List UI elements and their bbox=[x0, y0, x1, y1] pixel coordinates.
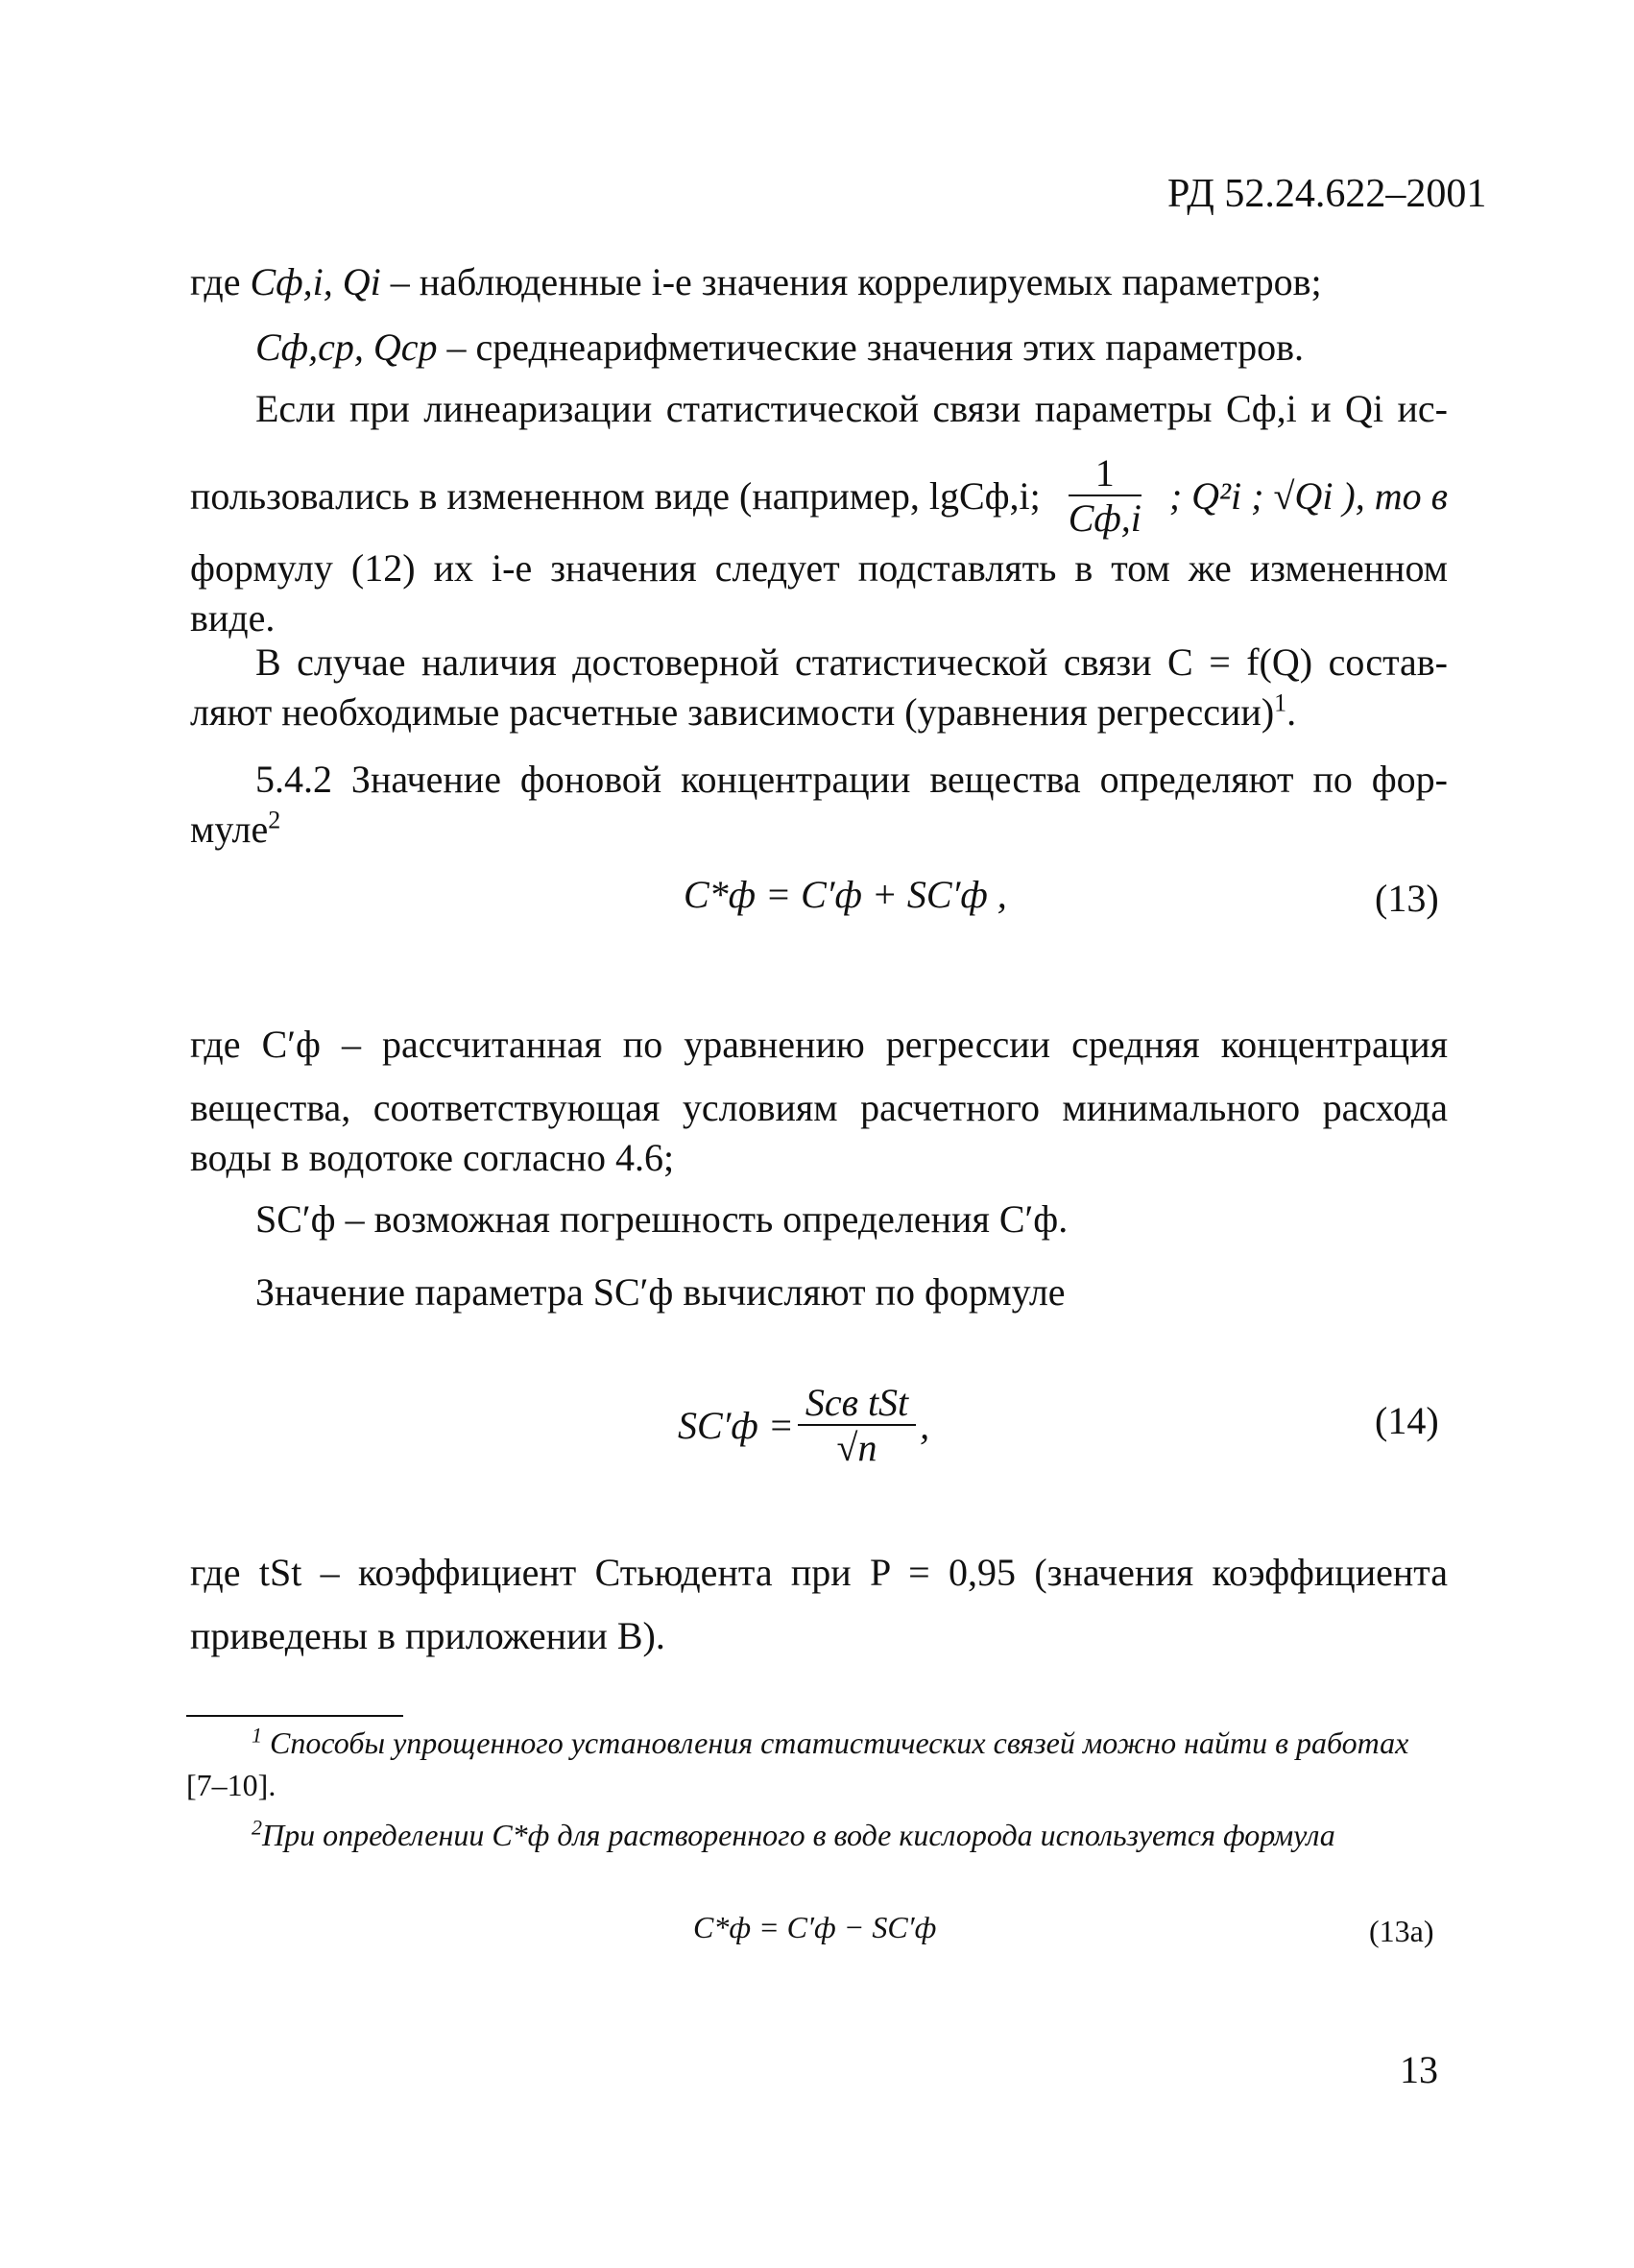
para4-line3: воды в водотоке согласно 4.6; bbox=[190, 1136, 675, 1179]
equation-13: C*ф = C′ф + SC′ф , bbox=[684, 873, 1007, 916]
para5: Значение параметра SC′ф вычисляют по формуле bbox=[255, 1270, 1066, 1314]
para6-line2: приведены в приложении В). bbox=[190, 1614, 665, 1657]
section-5-4-2-line2 bbox=[190, 805, 280, 855]
para1-vars: Cф,i, Qi bbox=[250, 260, 381, 303]
para2-line1: Если при линеаризации статистической связи параметры Cф,i и Qi ис- bbox=[255, 387, 1448, 430]
footnote-2-text: При определении C*ф для растворенного в воде кислорода используется формула bbox=[262, 1818, 1335, 1852]
equation-14-number: (14) bbox=[1375, 1399, 1439, 1442]
para6-line1: где tSt – коэффициент Стьюдента при P = 0,95 (значения коэффициента bbox=[190, 1551, 1448, 1594]
footnote-ref-2: 2 bbox=[268, 806, 281, 834]
footnote-1-line2: [7–10]. bbox=[186, 1768, 276, 1802]
doc-code-header: РД 52.24.622–2001 bbox=[1167, 172, 1487, 216]
footnote-1-mark: 1 bbox=[252, 1723, 262, 1748]
para1-text: – наблюденные i-е значения коррелируемых параметров; bbox=[380, 260, 1322, 303]
fraction-numerator: 1 bbox=[1069, 452, 1141, 496]
para3-line2-end: . bbox=[1286, 690, 1297, 734]
equation-13a-number: (13а) bbox=[1369, 1914, 1434, 1948]
equation-13a: C*ф = C′ф − SC′ф bbox=[693, 1910, 937, 1944]
fraction-1-over-c bbox=[1069, 452, 1141, 541]
section-5-4-2-line1: 5.4.2 Значение фоновой концентрации вещества определяют по фор- bbox=[255, 758, 1448, 801]
footnote-1-line1 bbox=[252, 1723, 1408, 1763]
para2-line2-text: пользовались в измененном виде (например, lgCф,i; bbox=[190, 474, 1041, 518]
para1-line1 bbox=[190, 257, 1322, 307]
equation-14-denominator: √n bbox=[836, 1426, 877, 1469]
para2-line4: виде. bbox=[190, 596, 276, 639]
para4-line2: вещества, соответствующая условиям расчетного минимального расхода bbox=[190, 1086, 1448, 1129]
para1-text2: – среднеарифметические значения этих параметров. bbox=[437, 326, 1305, 369]
footnote-separator bbox=[186, 1715, 403, 1717]
footnote-2-line bbox=[252, 1815, 1335, 1855]
equation-14-tail: , bbox=[920, 1404, 930, 1447]
para1-line2 bbox=[255, 323, 1304, 373]
equation-13-number: (13) bbox=[1375, 877, 1439, 920]
para2-line2-tail: ; Q²i ; √Qi ), то в bbox=[1168, 474, 1448, 518]
para3-line1: В случае наличия достоверной статистической связи C = f(Q) состав- bbox=[255, 640, 1448, 684]
para2-line2 bbox=[190, 444, 1448, 549]
equation-14-numerator: Sсв tSt bbox=[798, 1382, 916, 1426]
para1-vars2: Cф,ср, Qср bbox=[255, 326, 438, 369]
equation-14-fraction bbox=[798, 1382, 916, 1470]
para3-line2 bbox=[190, 688, 1296, 737]
para3-line2-text: ляют необходимые расчетные зависимости (уравнения регрессии) bbox=[190, 690, 1275, 734]
para1-prefix: где bbox=[190, 260, 251, 303]
equation-14-lhs: SC′ф = bbox=[678, 1404, 794, 1447]
para4-line4: SC′ф – возможная погрешность определения C′ф. bbox=[255, 1197, 1069, 1241]
footnote-ref-1: 1 bbox=[1274, 688, 1287, 717]
footnote-1-text: Способы упрощенного установления статистических связей можно найти в работах bbox=[262, 1725, 1409, 1760]
para4-line1: где C′ф – рассчитанная по уравнению регрессии средняя концентрация bbox=[190, 1023, 1448, 1066]
fraction-denominator: Cф,i bbox=[1068, 496, 1141, 540]
page-number: 13 bbox=[1400, 2048, 1438, 2091]
footnote-2-mark: 2 bbox=[252, 1815, 262, 1840]
section-line2-text: муле bbox=[190, 808, 269, 851]
equation-14 bbox=[678, 1373, 929, 1479]
para2-line3: формулу (12) их i-е значения следует подставлять в том же измененном bbox=[190, 546, 1448, 590]
